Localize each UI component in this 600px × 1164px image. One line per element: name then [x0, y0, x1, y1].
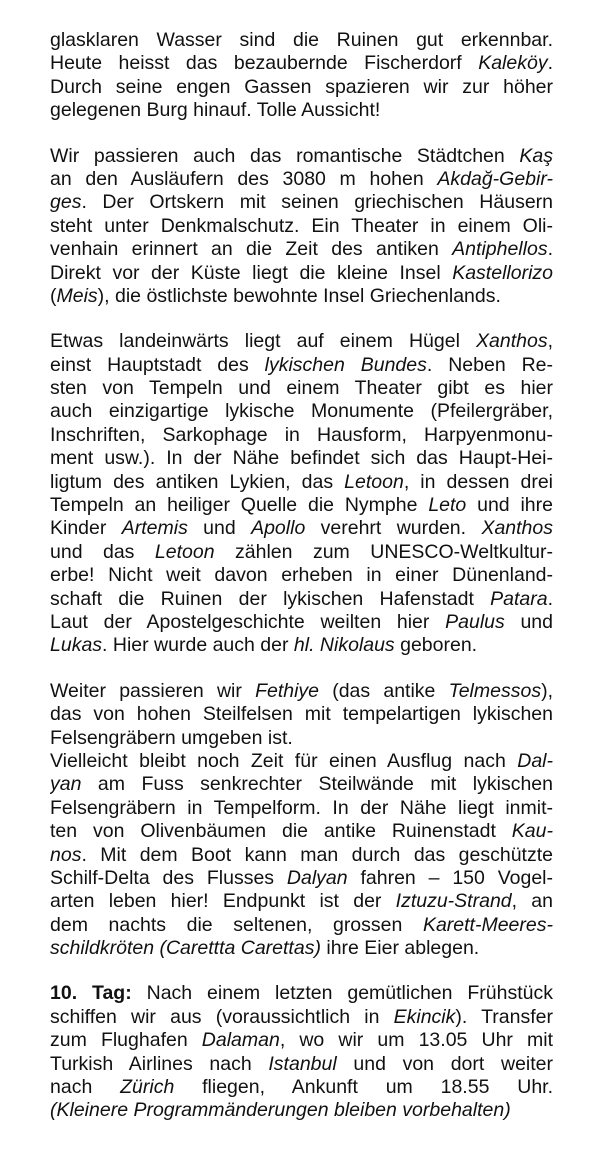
text-run: steht unter Denkmalschutz. Ein Theater in einem Oli- — [50, 214, 553, 237]
text-run: ( — [50, 284, 57, 307]
text-line — [50, 52, 553, 75]
text-run: verehrt wurden. — [305, 517, 482, 540]
text-line — [50, 377, 553, 400]
italic-text: Lukas — [50, 634, 103, 657]
italic-text: Kastellorizo — [452, 261, 553, 284]
italic-text: Leto — [428, 494, 467, 517]
text-line — [50, 145, 553, 168]
italic-text: Kaş — [519, 144, 553, 167]
text-run: . Hier wurde auch der — [102, 634, 294, 657]
text-line — [50, 727, 553, 750]
document-page — [50, 29, 553, 1145]
text-line — [50, 424, 553, 447]
italic-text: Telmessos — [448, 679, 542, 702]
italic-text: Paulus — [445, 610, 505, 633]
text-run: Etwas landeinwärts liegt auf einem Hügel — [50, 330, 477, 353]
text-run: Direkt vor der Küste liegt die kleine Insel — [50, 261, 453, 284]
italic-text: Meis — [56, 284, 98, 307]
italic-text: Kau- — [511, 820, 553, 843]
text-run: . — [547, 52, 553, 75]
text-run: und — [187, 517, 252, 540]
text-run: . — [547, 587, 553, 610]
text-line — [50, 1099, 553, 1122]
text-run: dem nachts die seltenen, grossen — [50, 913, 423, 936]
text-line — [50, 750, 553, 773]
text-line — [50, 914, 553, 937]
text-run: Durch seine engen Gassen spazieren wir zur höher — [50, 75, 553, 98]
text-run: Inschriften, Sarkophage in Hausform, Harpyenmonu- — [50, 423, 553, 446]
text-line — [50, 634, 553, 657]
text-run: ihre Eier ablegen. — [320, 937, 480, 960]
italic-text: Xanthos — [481, 517, 553, 540]
text-run: das von hohen Steilfelsen mit tempelartigen lykischen — [50, 703, 553, 726]
text-run: arten leben hier! Endpunkt ist der — [50, 890, 396, 913]
text-line — [50, 29, 553, 52]
text-run: Laut der Apostelgeschichte weilten hier — [50, 610, 446, 633]
text-line — [50, 844, 553, 867]
text-run: nach — [50, 1076, 121, 1099]
text-run: gelegenen Burg hinauf. Tolle Aussicht! — [50, 99, 381, 122]
text-line — [50, 773, 553, 796]
italic-text: Kaleköy — [478, 52, 548, 75]
text-run: Felsengräbern in Tempelform. In der Nähe liegt inmit- — [50, 796, 553, 819]
text-run: Vielleicht bleibt noch Zeit für einen Ausflug nach — [50, 749, 518, 772]
text-run: (das antike — [319, 679, 449, 702]
text-line — [50, 471, 553, 494]
text-line — [50, 330, 553, 353]
text-run: fliegen, Ankunft um 18.55 Uhr. — [174, 1076, 553, 1099]
text-run: und von dort weiter — [336, 1052, 553, 1075]
text-run: . Der Ortskern mit seinen griechischen Häusern — [81, 191, 553, 214]
italic-text: Istanbul — [268, 1052, 337, 1075]
paragraph-p6 — [50, 982, 553, 1122]
italic-text: Fethiye — [255, 679, 320, 702]
text-line — [50, 1053, 553, 1076]
italic-text: Dalyan — [286, 866, 348, 889]
text-line — [50, 215, 553, 238]
italic-text: Iztuzu-Strand — [395, 890, 512, 913]
text-run: ment usw.). In der Nähe befindet sich das Haupt-Hei- — [50, 447, 553, 470]
italic-text: Dalaman — [201, 1029, 280, 1052]
text-line — [50, 494, 553, 517]
text-run: glasklaren Wasser sind die Ruinen gut erkennbar. — [50, 29, 553, 51]
text-line — [50, 262, 553, 285]
text-line — [50, 354, 553, 377]
text-run: auch einzigartige lykische Monumente (Pfeilergräber, — [50, 400, 553, 423]
text-line — [50, 867, 553, 890]
italic-text: yan — [50, 773, 82, 796]
text-run: , wo wir um 13.05 Uhr mit — [279, 1029, 553, 1052]
text-run: Tempeln an heiliger Quelle die Nymphe — [50, 494, 429, 517]
text-line — [50, 820, 553, 843]
text-line — [50, 588, 553, 611]
italic-text: Antiphellos — [452, 238, 548, 261]
text-run: . — [547, 238, 553, 261]
text-run: erbe! Nicht weit davon erheben in einer Dünenland- — [50, 564, 553, 587]
text-run: schaft die Ruinen der lykischen Hafenstadt — [50, 587, 491, 610]
italic-text: Akdağ-Gebir- — [437, 167, 553, 190]
text-run: ten von Olivenbäumen die antike Ruinenstadt — [50, 820, 512, 843]
text-line — [50, 1076, 553, 1099]
text-run: zählen zum UNESCO-Weltkultur- — [214, 540, 553, 563]
italic-text: lykischen Bundes — [264, 353, 427, 376]
text-line — [50, 703, 553, 726]
text-run: , — [547, 330, 553, 353]
bold-text: 10. Tag: — [50, 982, 132, 1005]
italic-text: schildkröten (Carettta Carettas) — [50, 937, 321, 960]
text-run: Wir passieren auch das romantische Städtchen — [50, 144, 520, 167]
text-run: einst Hauptstadt des — [50, 353, 265, 376]
text-run: venhain erinnert an die Zeit des antiken — [50, 238, 453, 261]
text-line — [50, 285, 553, 308]
text-run: Turkish Airlines nach — [50, 1052, 269, 1075]
italic-text: Apollo — [251, 517, 306, 540]
text-line — [50, 400, 553, 423]
paragraph-p5 — [50, 750, 553, 961]
italic-text: nos — [50, 843, 82, 866]
italic-text: Zürich — [120, 1076, 175, 1099]
text-line — [50, 680, 553, 703]
text-line — [50, 168, 553, 191]
text-line — [50, 1029, 553, 1052]
text-run: , in dessen drei — [403, 470, 553, 493]
italic-text: ges — [50, 191, 82, 214]
text-run: sten von Tempeln und einem Theater gibt es hier — [50, 377, 553, 400]
italic-text: hl. Nikolaus — [293, 634, 395, 657]
text-line — [50, 1006, 553, 1029]
text-line — [50, 76, 553, 99]
text-run: schiffen wir aus (voraussichtlich in — [50, 1005, 394, 1028]
italic-text: Artemis — [121, 517, 188, 540]
text-run: und — [504, 610, 553, 633]
text-run: fahren – 150 Vogel- — [347, 866, 553, 889]
text-line — [50, 890, 553, 913]
text-line — [50, 447, 553, 470]
italic-text: Letoon — [154, 540, 215, 563]
text-run: . Mit dem Boot kann man durch das geschützte — [81, 843, 553, 866]
text-run: Felsengräbern umgeben ist. — [50, 726, 293, 749]
text-run: ligtum des antiken Lykien, das — [50, 470, 345, 493]
text-line — [50, 982, 553, 1005]
text-run: Heute heisst das bezaubernde Fischerdorf — [50, 52, 479, 75]
text-line — [50, 238, 553, 261]
text-run: zum Flughafen — [50, 1029, 202, 1052]
text-run: . Neben Re- — [426, 353, 553, 376]
text-run: ). Transfer — [455, 1005, 553, 1028]
text-run: geboren. — [394, 634, 478, 657]
italic-text: Patara — [490, 587, 548, 610]
italic-text: (Kleinere Programmänderungen bleiben vorbehalten) — [50, 1099, 511, 1122]
text-line — [50, 937, 553, 960]
text-line — [50, 797, 553, 820]
italic-text: Letoon — [344, 470, 404, 493]
italic-text: Dal- — [517, 749, 553, 772]
text-run: Schilf-Delta des Flusses — [50, 866, 287, 889]
text-line — [50, 191, 553, 214]
paragraph-p2 — [50, 145, 553, 309]
text-run: , an — [511, 890, 553, 913]
italic-text: Xanthos — [476, 330, 548, 353]
text-line — [50, 517, 553, 540]
text-run: Kinder — [50, 517, 122, 540]
italic-text: Ekincik — [393, 1005, 456, 1028]
text-run: an den Ausläufern des 3080 m hohen — [50, 167, 438, 190]
text-line — [50, 541, 553, 564]
text-run: und ihre — [466, 494, 553, 517]
italic-text: Karett-Meeres- — [422, 913, 553, 936]
text-run: am Fuss senkrechter Steilwände mit lykischen — [81, 773, 553, 796]
text-line — [50, 564, 553, 587]
paragraph-p4 — [50, 680, 553, 750]
text-run: und das — [50, 540, 155, 563]
paragraph-p1 — [50, 29, 553, 123]
text-run: Nach einem letzten gemütlichen Frühstück — [131, 982, 553, 1005]
text-line — [50, 611, 553, 634]
text-run: Weiter passieren wir — [50, 679, 256, 702]
text-line — [50, 99, 553, 122]
text-run: ), — [541, 679, 553, 702]
text-run: ), die östlichste bewohnte Insel Griechenlands. — [97, 284, 501, 307]
paragraph-p3 — [50, 330, 553, 657]
